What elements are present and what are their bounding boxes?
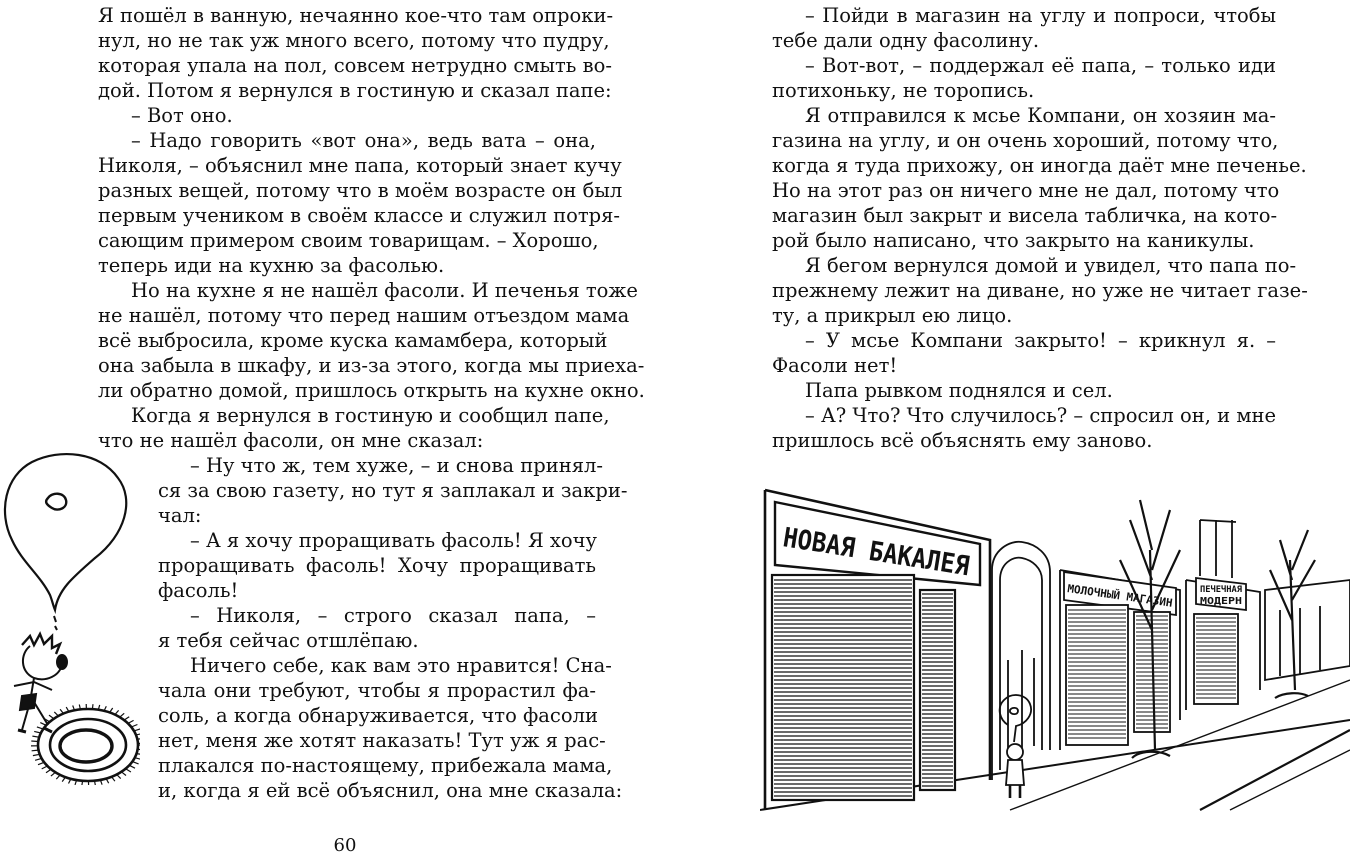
text-line: чал: (158, 503, 596, 528)
text-line: ли обратно домой, пришлось открыть на кухне окно. (98, 378, 596, 403)
right-page (676, 0, 1352, 853)
text-line: ся за свою газету, но тут я заплакал и закри- (158, 478, 596, 503)
text-line: разных вещей, потому что в моём возрасте он был (98, 178, 596, 203)
left-page (0, 0, 676, 853)
text-line: я тебя сейчас отшлёпаю. (158, 628, 596, 653)
text-line: – А я хочу проращивать фасоль! Я хочу (190, 528, 596, 553)
text-line: газина на углу, и он очень хороший, потому что, (772, 128, 1276, 153)
text-line: не нашёл, потому что перед нашим отъездом мама (98, 303, 596, 328)
text-line: нул, но не так уж много всего, потому что пудру, (98, 28, 596, 53)
text-line: теперь иди на кухню за фасолью. (98, 253, 596, 278)
text-line: рой было написано, что закрыто на каникулы. (772, 228, 1276, 253)
text-line: тебе дали одну фасолину. (772, 28, 1276, 53)
text-line: которая упала на пол, совсем нетрудно смыть во- (98, 53, 596, 78)
text-line: и, когда я ей всё объяснил, она мне сказала: (158, 778, 596, 803)
text-line: Фасоли нет! (772, 353, 1276, 378)
text-line: плакался по-настоящему, прибежала мама, (158, 753, 596, 778)
text-line: Я пошёл в ванную, нечаянно кое-что там опроки- (98, 3, 596, 28)
garden-icon (38, 709, 138, 781)
text-line: чала они требуют, чтобы я прорастил фа- (158, 678, 596, 703)
small-boy-icon (1000, 695, 1031, 798)
text-line: – Надо говорить «вот она», ведь вата – она, (131, 128, 596, 153)
shop-sign-bakery-bottom: МОДЕРН (1200, 596, 1242, 607)
text-line: потихоньку, не торопись. (772, 78, 1276, 103)
text-line: Когда я вернулся в гостиную и сообщил папе, (131, 403, 596, 428)
text-line: Но на этот раз он ничего мне не дал, потому что (772, 178, 1276, 203)
text-line: фасоль! (158, 578, 596, 603)
text-line: Николя, – объяснил мне папа, который знает кучу (98, 153, 596, 178)
text-line: нет, меня же хотят наказать! Тут уж я рас- (158, 728, 596, 753)
text-line: – Пойди в магазин на углу и попроси, чтобы (805, 3, 1276, 28)
bean-icon (46, 494, 66, 510)
text-line: – Николя, – строго сказал папа, – (190, 603, 596, 628)
text-line: когда я туда прихожу, он иногда даёт мне печенье. (772, 153, 1276, 178)
text-line: всё выбросила, кроме куска камамбера, который (98, 328, 596, 353)
text-line: – А? Что? Что случилось? – спросил он, и мне (805, 403, 1276, 428)
shop-sign-bakery-top: ПЕЧЕЧНАЯ (1200, 585, 1243, 595)
text-line: проращивать фасоль! Хочу проращивать (158, 553, 596, 578)
shop-sign-dairy: МОЛОЧНЫЙ МАГАЗИН (1067, 582, 1174, 610)
text-line: пришлось всё объяснять ему заново. (772, 428, 1276, 453)
text-line: что не нашёл фасоли, он мне сказал: (98, 428, 596, 453)
text-line: дой. Потом я вернулся в гостиную и сказал папе: (98, 78, 596, 103)
street-illustration (760, 480, 1350, 825)
thought-bubble (5, 454, 126, 610)
text-line: Но на кухне я не нашёл фасоли. И печенья тоже (131, 278, 596, 303)
text-line: – Вот-вот, – поддержал её папа, – только иди (805, 53, 1276, 78)
text-line: Я отправился к мсье Компани, он хозяин ма- (805, 103, 1276, 128)
text-line: сающим примером своим товарищам. – Хорошо, (98, 228, 596, 253)
shop-sign-main: НОВАЯ БАКАЛЕЯ (781, 522, 972, 582)
text-line: Ничего себе, как вам это нравится! Сна- (190, 653, 596, 678)
text-line: – Ну что ж, тем хуже, – и снова принял- (190, 453, 596, 478)
text-line: первым учеником в своём классе и служил потря- (98, 203, 596, 228)
text-line: магазин был закрыт и висела табличка, на кото- (772, 203, 1276, 228)
text-line: – У мсье Компани закрыто! – крикнул я. – (805, 328, 1276, 353)
text-line: соль, а когда обнаруживается, что фасоли (158, 703, 596, 728)
text-line: прежнему лежит на диване, но уже не читает газе- (772, 278, 1276, 303)
page-number: 60 (300, 833, 390, 858)
text-line: Папа рывком поднялся и сел. (805, 378, 1276, 403)
boy-illustration (0, 440, 140, 785)
text-line: ту, а прикрыл ею лицо. (772, 303, 1276, 328)
text-line: – Вот оно. (131, 103, 596, 128)
text-line: она забыла в шкафу, и из-за этого, когда мы приеха- (98, 353, 596, 378)
text-line: Я бегом вернулся домой и увидел, что папа по- (805, 253, 1276, 278)
